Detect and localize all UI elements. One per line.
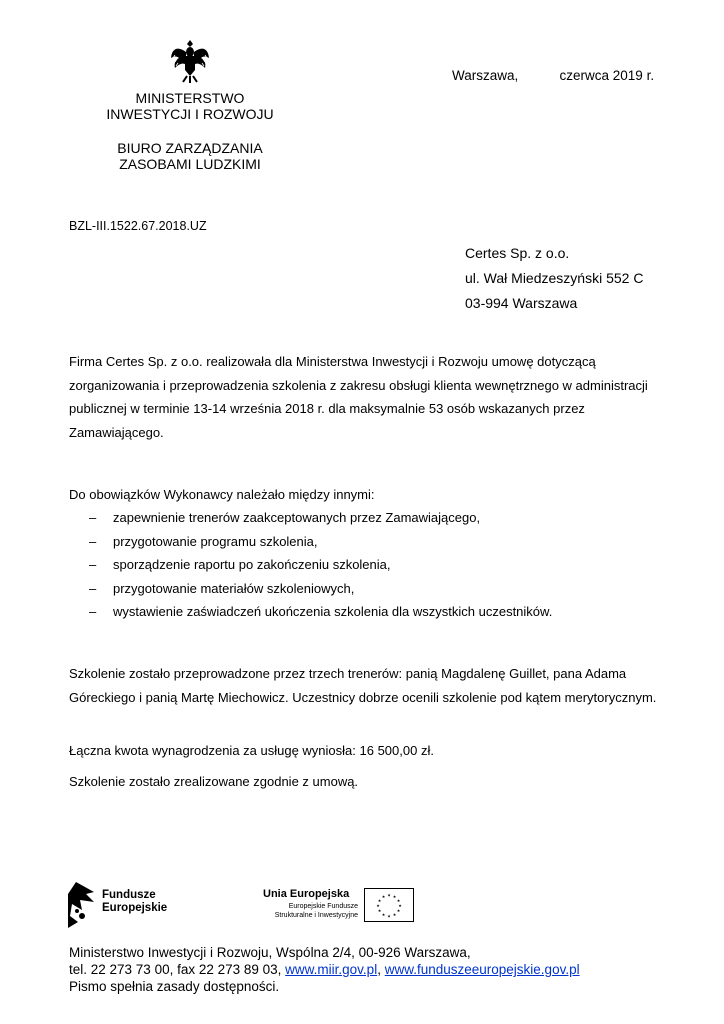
fundusze-europejskie-text (102, 889, 167, 915)
footer-accessibility-note: Pismo spełnia zasady dostępności. (69, 979, 280, 994)
ministry-name (100, 90, 280, 122)
eu-sub-line1: Europejskie Fundusze (288, 903, 358, 910)
svg-text:★: ★ (377, 898, 382, 903)
recipient-city: 03-994 Warszawa (465, 295, 578, 311)
letter-date: Warszawa, czerwca 2019 r. (452, 68, 655, 83)
body-paragraph-4: Szkolenie zostało zrealizowane zgodnie z umową. (69, 774, 359, 789)
link-separator: , (377, 962, 385, 977)
svg-text:★: ★ (396, 908, 401, 913)
list-item (69, 506, 552, 530)
list-item (69, 553, 552, 577)
miir-link[interactable]: www.miir.gov.pl (285, 962, 378, 977)
recipient-name: Certes Sp. z o.o. (465, 245, 570, 261)
list-item (69, 577, 552, 601)
recipient-street: ul. Wał Miedzeszyński 552 C (465, 270, 644, 286)
svg-text:★: ★ (398, 903, 402, 908)
body-paragraph-3: Łączna kwota wynagrodzenia za usługę wyniosła: 16 500,00 zł. (69, 743, 434, 758)
fundusze-europejskie-logo-icon (68, 882, 102, 928)
eu-title: Unia Europejska (263, 888, 350, 900)
bullet: – (89, 580, 97, 596)
footer (69, 944, 580, 995)
duty-text: przygotowanie programu szkolenia, (113, 533, 318, 549)
body-paragraph-2: Szkolenie zostało przeprowadzone przez trzech trenerów: panią Magdalenę Guillet, pana Adama Góreckiego i panią Martę Miechowicz. Uczestnicy dobrze ocenili szkolenie pod kątem merytorycznym. (69, 666, 657, 705)
fe-line2: Europejskie (102, 902, 168, 914)
svg-text:★: ★ (387, 913, 391, 919)
bureau-line2: ZASOBAMI LUDZKIMI (119, 156, 261, 172)
eu-flag-icon (364, 888, 414, 922)
bureau-name (100, 140, 280, 172)
svg-text:★: ★ (381, 894, 386, 899)
reference-number: BZL-III.1522.67.2018.UZ (69, 219, 207, 233)
svg-text:★: ★ (387, 892, 391, 898)
duty-text: zapewnienie trenerów zaakceptowanych przez Zamawiającego, (113, 510, 481, 525)
duty-text: sporządzenie raportu po zakończeniu szkolenia, (113, 557, 391, 572)
duty-text: wystawienie zaświadczeń ukończenia szkolenia dla wszystkich uczestników. (113, 604, 553, 619)
svg-text:★: ★ (377, 908, 382, 913)
recipient-address (465, 241, 643, 316)
list-item (69, 530, 552, 554)
list-item (69, 600, 552, 624)
eagle-emblem-icon (170, 38, 210, 84)
funduszeeuropejskie-link[interactable]: www.funduszeeuropejskie.gov.pl (384, 962, 580, 977)
svg-text:★: ★ (392, 894, 397, 899)
eu-sub-line2: Strukturalne i Inwestycyjne (274, 912, 358, 919)
footer-address: Ministerstwo Inwestycji i Rozwoju, Wspólna 2/4, 00-926 Warszawa, (69, 945, 471, 960)
bullet: – (89, 557, 97, 572)
bullet: – (89, 510, 97, 525)
body-paragraph-1: Firma Certes Sp. z o.o. realizowała dla Ministerstwa Inwestycji i Rozwoju umowę dotyczącą zorganizowania i przeprowadzenia szkolenia z zakresu obsługi klienta wewnętrznego w administracji publicznej w terminie 13-14 września 2018 r. dla maksymalnie 53 osób wskazanych przez Zamawiającego. (69, 354, 648, 440)
bullet: – (89, 604, 97, 619)
fe-line1: Fundusze (102, 889, 156, 901)
footer-contact (69, 961, 580, 978)
duty-text: przygotowanie materiałów szkoleniowych, (113, 580, 355, 596)
ministry-line2: INWESTYCJI I ROZWOJU (106, 106, 274, 122)
svg-text:★: ★ (392, 912, 397, 917)
svg-text:★: ★ (381, 912, 386, 917)
svg-text:★: ★ (396, 898, 401, 903)
footer-phone: tel. 22 273 73 00, fax 22 273 89 03, (69, 962, 286, 977)
bureau-line1: BIURO ZARZĄDZANIA (117, 140, 263, 156)
duties-list (69, 506, 552, 624)
svg-text:★: ★ (376, 903, 380, 908)
ministry-line1: MINISTERSTWO (135, 90, 245, 106)
bullet: – (89, 533, 97, 549)
duties-intro: Do obowiązków Wykonawcy należało między innymi: (69, 487, 375, 502)
eu-subtitle (248, 902, 358, 920)
